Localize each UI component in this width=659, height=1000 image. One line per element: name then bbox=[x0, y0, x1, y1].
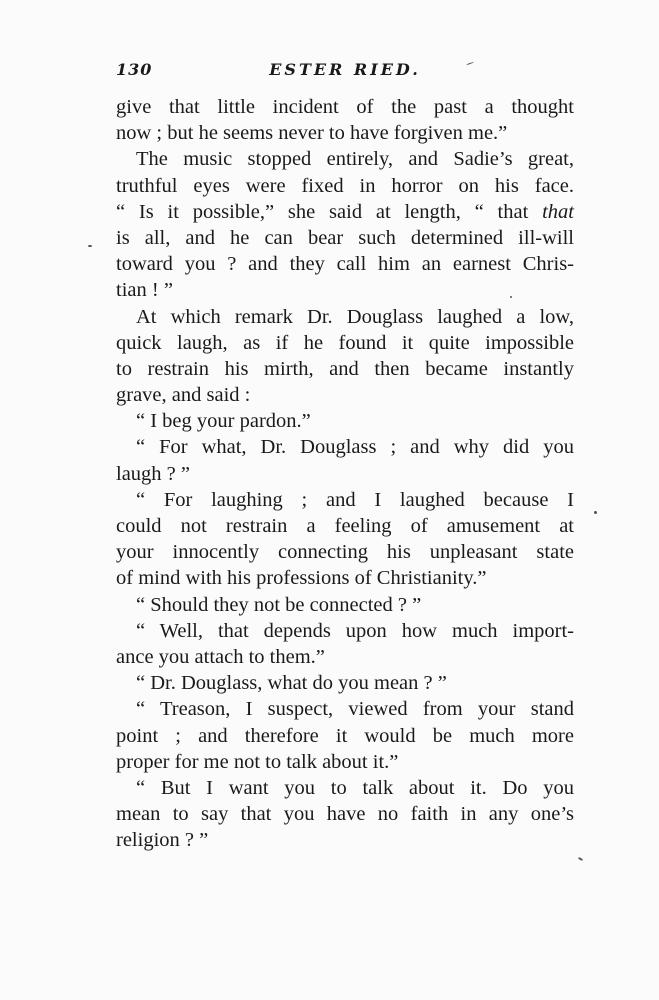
text-line: religion ? ” bbox=[116, 829, 209, 852]
text-line: ance you attach to them.” bbox=[116, 645, 325, 668]
text-line: “ Is it possible,” she said at length, “ that that bbox=[116, 200, 574, 223]
text-line: “ Treason, I suspect, viewed from your stand bbox=[136, 698, 574, 721]
text-line: is all, and he can bear such determined ill-will bbox=[116, 226, 574, 249]
text-line: of mind with his professions of Christianity.” bbox=[116, 567, 487, 590]
text-line: grave, and said : bbox=[116, 384, 251, 407]
text-line: “ For what, Dr. Douglass ; and why did you bbox=[136, 436, 574, 459]
text-line: “ But I want you to talk about it. Do you bbox=[136, 776, 574, 799]
text-line: proper for me not to talk about it.” bbox=[116, 750, 399, 773]
margin-speck bbox=[594, 511, 597, 514]
body-text bbox=[116, 94, 574, 853]
margin-speck bbox=[510, 296, 512, 298]
text-line: mean to say that you have no faith in any one’s bbox=[116, 803, 574, 826]
text-line: truthful eyes were fixed in horror on his face. bbox=[116, 174, 574, 197]
page-header bbox=[116, 60, 574, 84]
text-line: quick laugh, as if he found it quite impossible bbox=[116, 331, 574, 354]
text-line: “ For laughing ; and I laughed because I bbox=[136, 488, 574, 511]
running-title: ESTER RIED. bbox=[269, 60, 421, 79]
text-line: your innocently connecting his unpleasant state bbox=[116, 541, 574, 564]
text-line: point ; and therefore it would be much more bbox=[116, 724, 574, 747]
text-line: to restrain his mirth, and then became instantly bbox=[116, 357, 574, 380]
text-line: give that little incident of the past a thought bbox=[116, 96, 574, 118]
text-line: “ I beg your pardon.” bbox=[136, 410, 311, 433]
page-number: 130 bbox=[116, 60, 153, 79]
text-line: laugh ? ” bbox=[116, 462, 190, 485]
text-line: “ Should they not be connected ? ” bbox=[136, 593, 422, 616]
text-line: toward you ? and they call him an earnest Chris- bbox=[116, 253, 574, 276]
text-line: “ Dr. Douglass, what do you mean ? ” bbox=[136, 672, 447, 695]
emphasis-word: that bbox=[542, 200, 574, 223]
text-line: “ Well, that depends upon how much import- bbox=[136, 619, 574, 642]
text-line: The music stopped entirely, and Sadie’s great, bbox=[136, 148, 574, 171]
margin-speck bbox=[578, 857, 583, 861]
margin-speck bbox=[88, 245, 92, 247]
text-line: could not restrain a feeling of amusement at bbox=[116, 515, 574, 537]
text-line: now ; but he seems never to have forgiven me.” bbox=[116, 122, 508, 145]
text-line: At which remark Dr. Douglass laughed a low, bbox=[136, 305, 574, 328]
text-line: tian ! ” bbox=[116, 279, 173, 302]
